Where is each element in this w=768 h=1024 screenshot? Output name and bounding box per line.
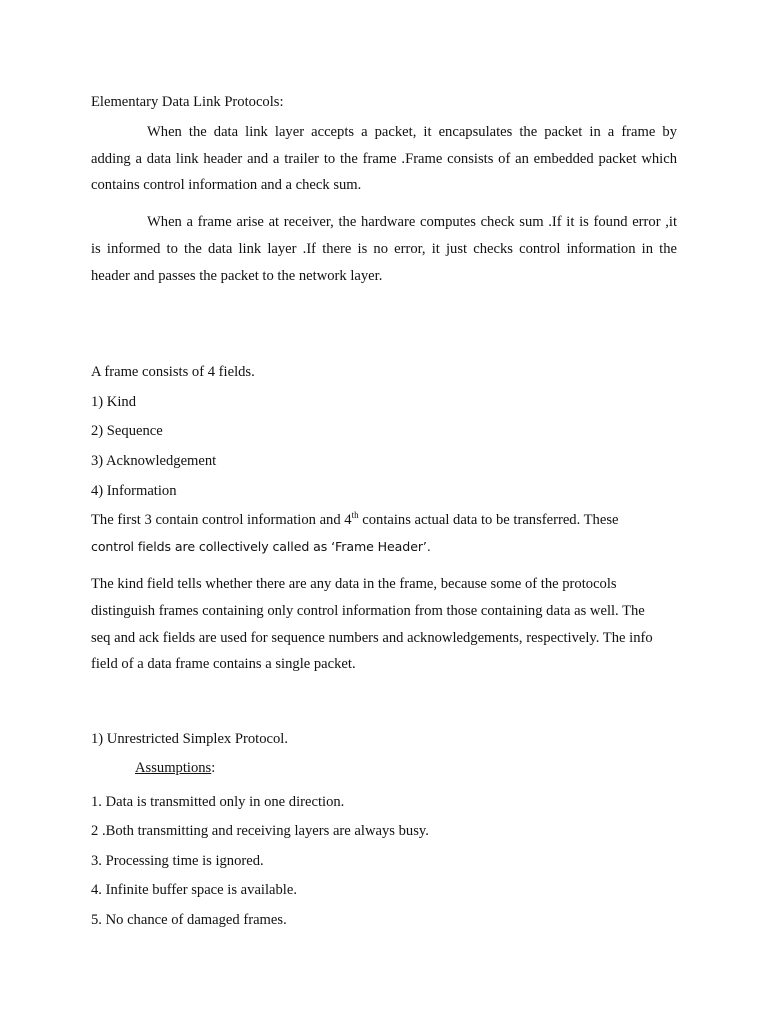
control-note-line1 — [91, 511, 618, 529]
assumption-item-2: 2 .Both transmitting and receiving layers are always busy. — [91, 823, 429, 839]
kind-paragraph-line3: seq and ack fields are used for sequence numbers and acknowledgements, respectively. The info — [91, 630, 653, 646]
assumption-item-5: 5. No chance of damaged frames. — [91, 912, 287, 928]
paragraph2-line2: is informed to the data link layer .If there is no error, it just checks control information in the — [91, 241, 677, 257]
paragraph2-line1: When a frame arise at receiver, the hardware computes check sum .If it is found error ,it — [147, 214, 677, 230]
document-title: Elementary Data Link Protocols: — [91, 94, 284, 110]
assumptions-heading — [135, 759, 215, 777]
control-note-part2: contains actual data to be transferred. These — [358, 512, 619, 528]
assumption-item-1: 1. Data is transmitted only in one direction. — [91, 794, 345, 810]
paragraph1-line1: When the data link layer accepts a packet, it encapsulates the packet in a frame by — [147, 124, 677, 140]
paragraph1-line2: adding a data link header and a trailer to the frame .Frame consists of an embedded packet which — [91, 151, 677, 167]
kind-paragraph-line1: The kind field tells whether there are any data in the frame, because some of the protocols — [91, 576, 617, 592]
kind-paragraph-line2: distinguish frames containing only control information from those containing data as well. The — [91, 603, 645, 619]
field-item-kind: 1) Kind — [91, 394, 136, 410]
field-item-sequence: 2) Sequence — [91, 423, 163, 439]
protocol-heading: 1) Unrestricted Simplex Protocol. — [91, 731, 288, 747]
control-note-line2: control fields are collectively called as ‘Frame Header’. — [91, 539, 431, 554]
assumption-item-3: 3. Processing time is ignored. — [91, 853, 264, 869]
assumptions-label: Assumptions — [135, 760, 212, 776]
kind-paragraph-line4: field of a data frame contains a single packet. — [91, 656, 356, 672]
paragraph2-line3: header and passes the packet to the network layer. — [91, 268, 383, 284]
field-item-information: 4) Information — [91, 483, 177, 499]
fields-intro: A frame consists of 4 fields. — [91, 364, 255, 380]
assumptions-colon: : — [211, 760, 216, 776]
paragraph1-line3: contains control information and a check sum. — [91, 177, 362, 193]
control-note-part1: The first 3 contain control information and 4 — [91, 512, 352, 528]
field-item-acknowledgement: 3) Acknowledgement — [91, 453, 217, 469]
assumption-item-4: 4. Infinite buffer space is available. — [91, 882, 297, 898]
control-note-superscript: th — [351, 510, 359, 520]
